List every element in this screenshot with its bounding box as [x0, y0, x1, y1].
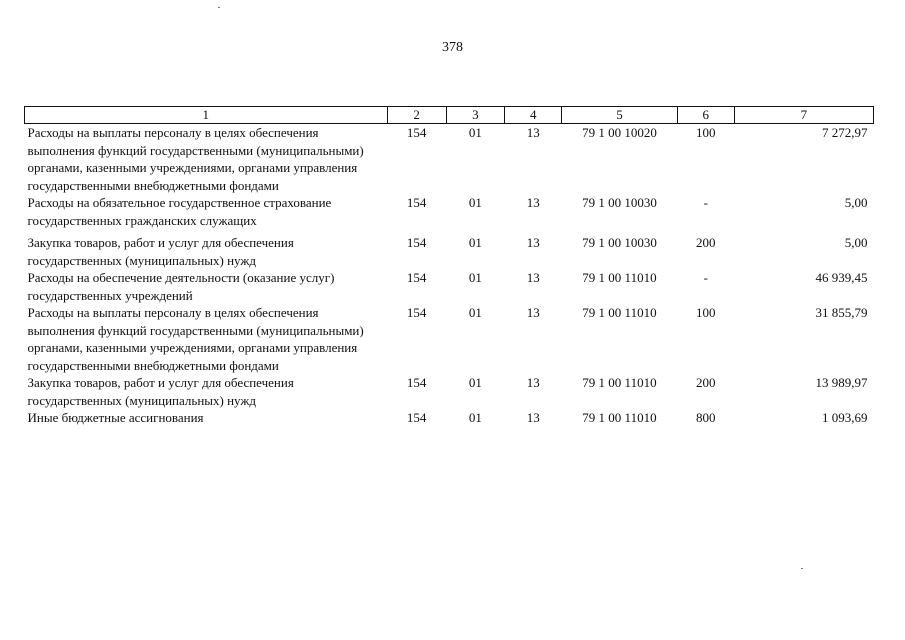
table-row: [25, 304, 874, 374]
header-row: [25, 107, 874, 124]
row-subsection: 13: [526, 305, 540, 320]
row-target-article: 79 1 00 10030: [582, 195, 657, 210]
row-admin-code: 154: [406, 375, 427, 390]
table-row: [25, 374, 874, 409]
table-row: [25, 409, 874, 427]
row-subsection: 13: [526, 235, 540, 250]
header-col-4: 4: [505, 107, 562, 124]
row-subsection: 13: [526, 270, 540, 285]
header-col-6: 6: [677, 107, 734, 124]
row-admin-code: 154: [406, 410, 427, 425]
row-target-article: 79 1 00 11010: [582, 270, 657, 285]
row-target-article: 79 1 00 11010: [582, 375, 657, 390]
row-admin-code: 154: [406, 305, 427, 320]
row-name: Закупка товаров, работ и услуг для обеспечения государственных (муниципальных) нужд: [27, 375, 294, 408]
row-section: 01: [468, 125, 482, 140]
row-expense-type: 200: [696, 375, 716, 390]
row-expense-type: -: [703, 270, 708, 285]
row-section: 01: [468, 375, 482, 390]
page-number: 378: [442, 40, 463, 55]
row-admin-code: 154: [406, 270, 427, 285]
row-expense-type: -: [703, 195, 708, 210]
row-name: Расходы на выплаты персоналу в целях обеспечения выполнения функций государственными (муниципальными) органами, казенными учреждениями, органами управления государственными внебюджетными фондами: [27, 305, 364, 373]
header-col-5: 5: [562, 107, 678, 124]
budget-table: [24, 106, 874, 427]
scan-speck: [218, 7, 220, 8]
table-body: [25, 124, 874, 427]
row-name: Расходы на выплаты персоналу в целях обеспечения выполнения функций государственными (муниципальными) органами, казенными учреждениями, органами управления государственными внебюджетными фондами: [27, 125, 364, 193]
row-subsection: 13: [526, 195, 540, 210]
row-amount: 31 855,79: [815, 305, 868, 320]
row-amount: 13 989,97: [815, 375, 868, 390]
row-target-article: 79 1 00 11010: [582, 410, 657, 425]
table-header: [25, 107, 874, 124]
row-amount: 46 939,45: [815, 270, 868, 285]
header-col-2: 2: [387, 107, 446, 124]
row-expense-type: 200: [696, 235, 716, 250]
row-section: 01: [468, 410, 482, 425]
row-subsection: 13: [526, 375, 540, 390]
row-target-article: 79 1 00 11010: [582, 305, 657, 320]
row-admin-code: 154: [406, 235, 427, 250]
row-amount: 5,00: [844, 235, 868, 250]
row-target-article: 79 1 00 10030: [582, 235, 657, 250]
row-name: Расходы на обязательное государственное страхование государственных гражданских служащих: [27, 195, 332, 228]
row-admin-code: 154: [406, 195, 427, 210]
header-col-7: 7: [734, 107, 873, 124]
row-name: Иные бюджетные ассигнования: [27, 410, 204, 425]
row-subsection: 13: [526, 125, 540, 140]
row-amount: 1 093,69: [822, 410, 868, 425]
scan-speck: [801, 568, 803, 569]
table-row: [25, 194, 874, 229]
header-col-3: 3: [446, 107, 505, 124]
row-subsection: 13: [526, 410, 540, 425]
header-col-1: 1: [25, 107, 388, 124]
row-section: 01: [468, 270, 482, 285]
row-expense-type: 800: [696, 410, 716, 425]
row-expense-type: 100: [696, 305, 716, 320]
row-name: Расходы на обеспечение деятельности (оказание услуг) государственных учреждений: [27, 270, 335, 303]
row-expense-type: 100: [696, 125, 716, 140]
table-row: [25, 269, 874, 304]
row-section: 01: [468, 305, 482, 320]
row-name: Закупка товаров, работ и услуг для обеспечения государственных (муниципальных) нужд: [27, 235, 294, 268]
row-admin-code: 154: [406, 125, 427, 140]
row-section: 01: [468, 235, 482, 250]
table-row: [25, 124, 874, 195]
row-target-article: 79 1 00 10020: [582, 125, 657, 140]
row-section: 01: [468, 195, 482, 210]
table-row: [25, 234, 874, 269]
row-amount: 5,00: [844, 195, 868, 210]
row-amount: 7 272,97: [822, 125, 868, 140]
